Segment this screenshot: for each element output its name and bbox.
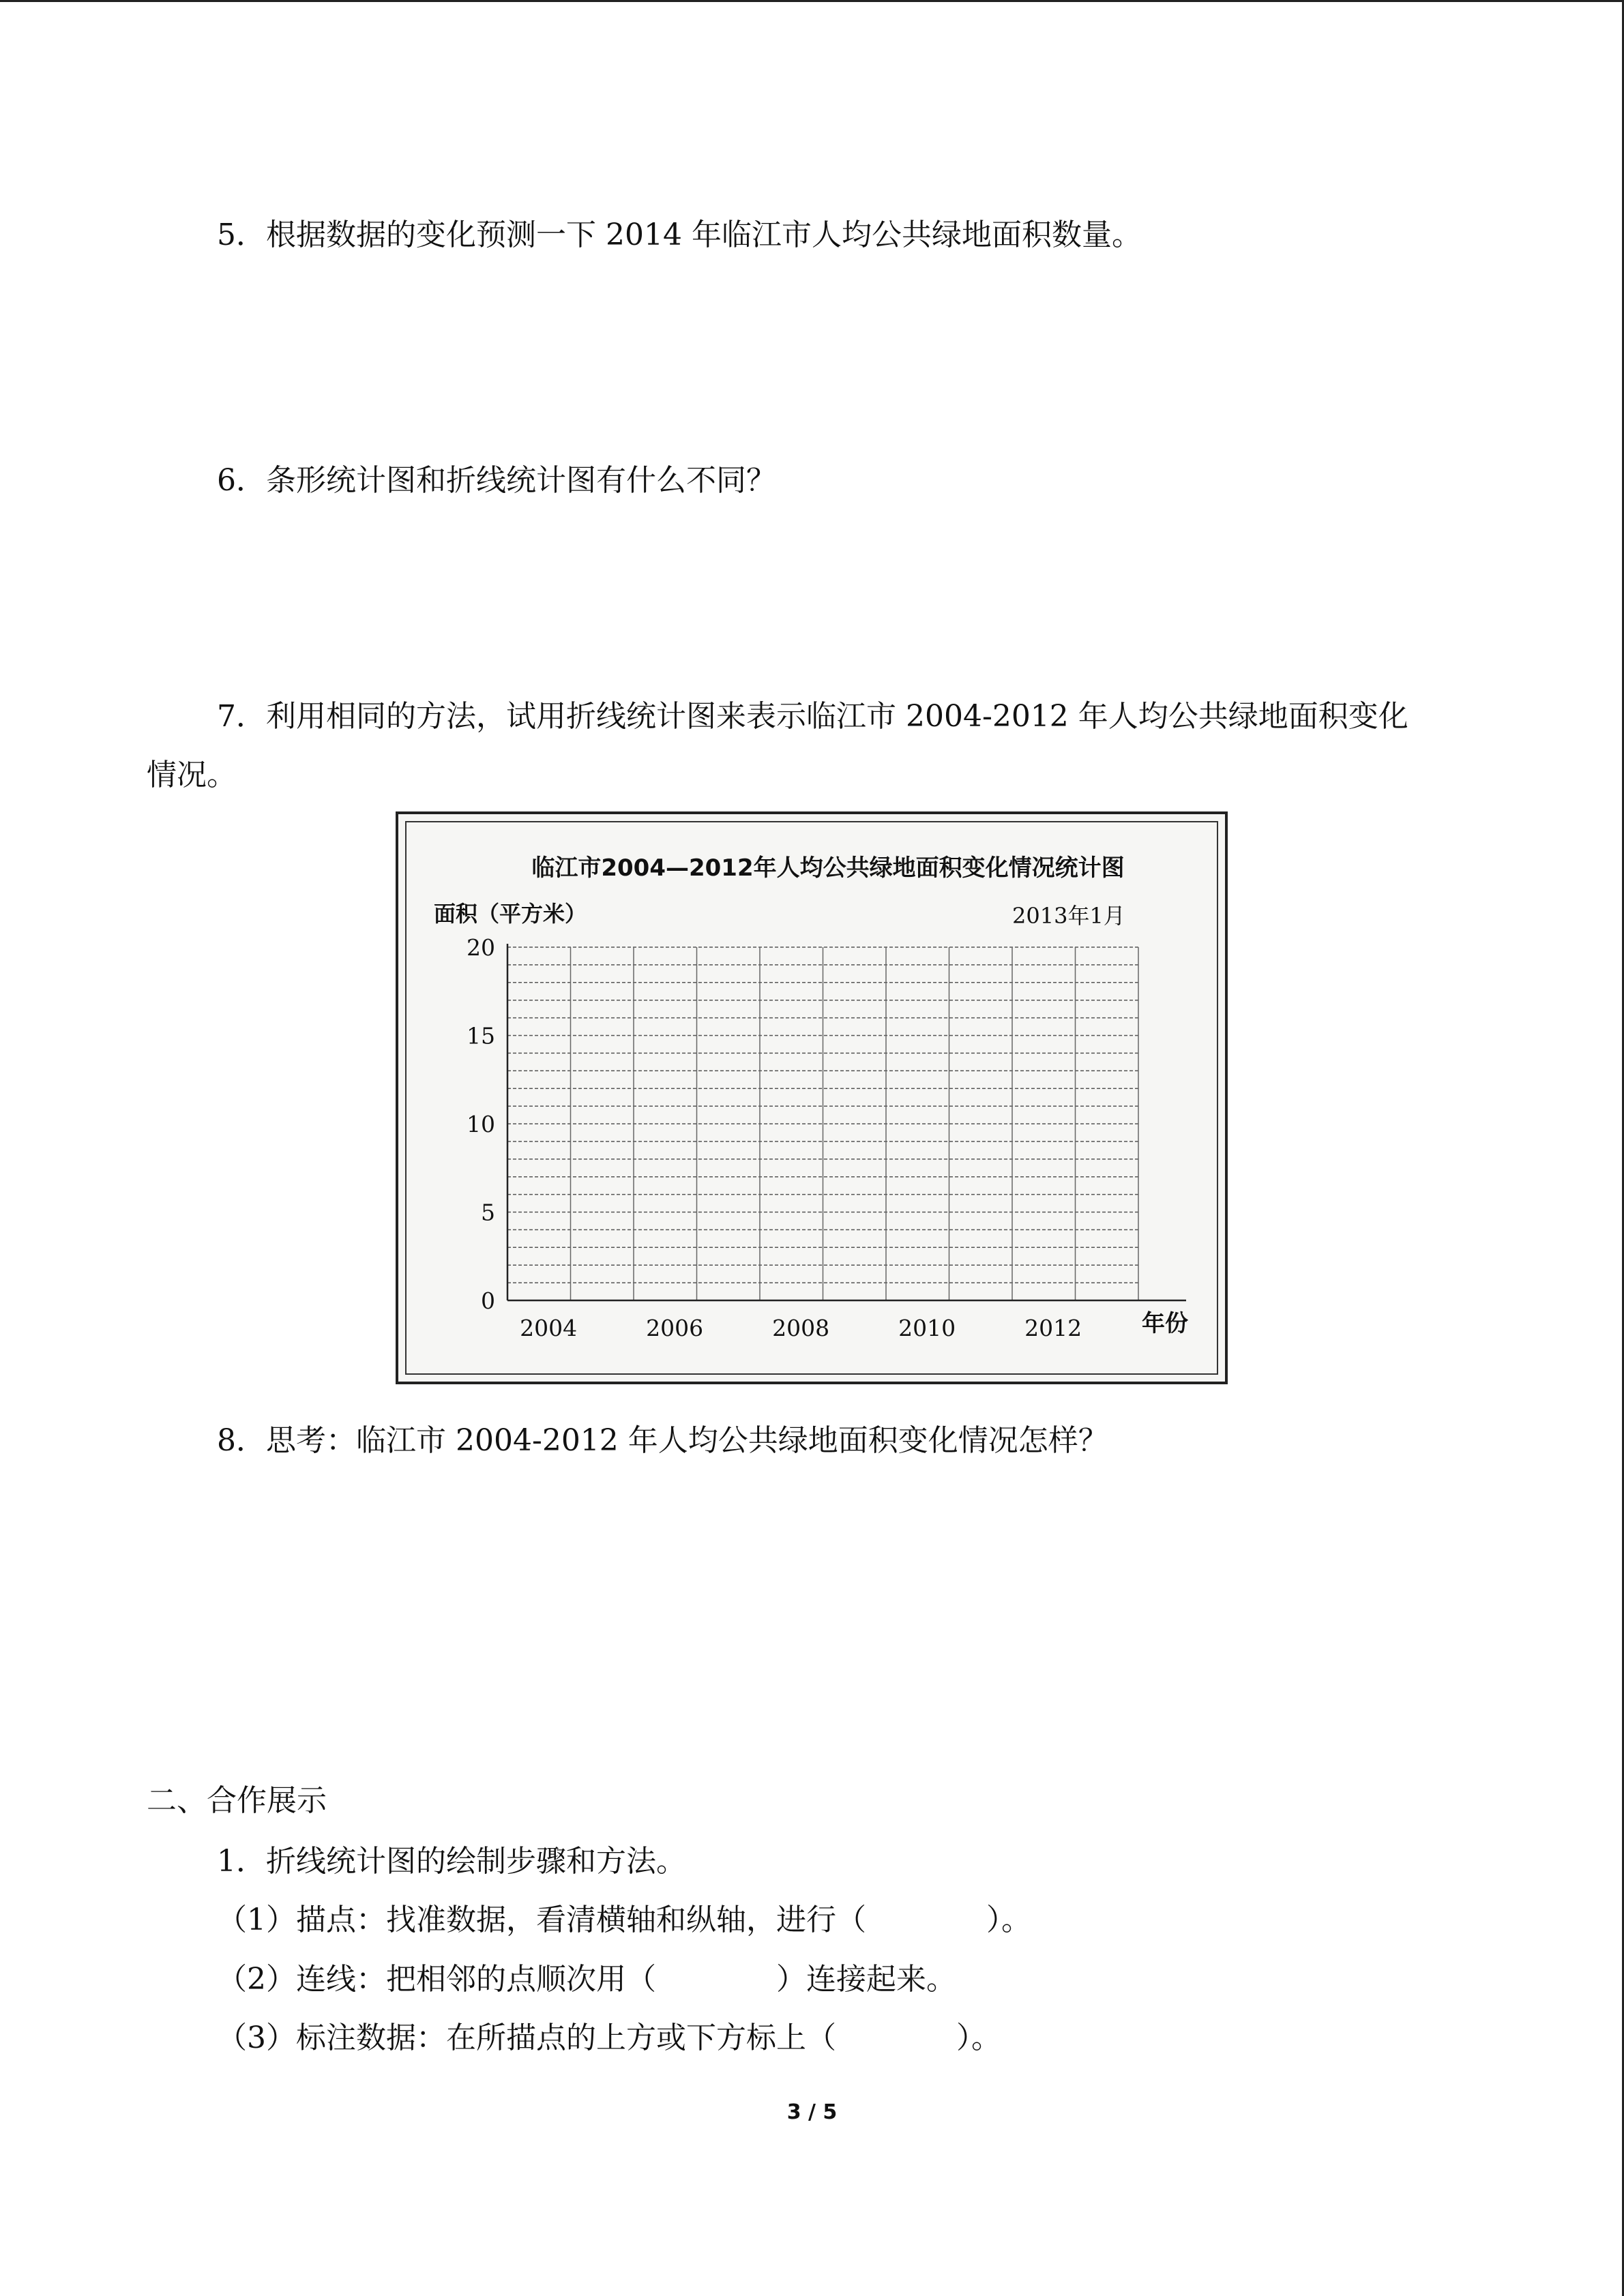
step-3-label-data: （3）标注数据：在所描点的上方或下方标上（ ）。: [217, 2021, 1001, 2055]
question-8: 8．思考：临江市 2004-2012 年人均公共绿地面积变化情况怎样？: [217, 1423, 1108, 1458]
question-5: 5．根据数据的变化预测一下 2014 年临江市人均公共绿地面积数量。: [217, 218, 1142, 252]
chart-frame: [396, 811, 1228, 1384]
page-number: 3 / 5: [786, 2100, 838, 2124]
section-2-heading: 二、合作展示: [147, 1783, 327, 1818]
x-tick-label: 2008: [772, 1315, 830, 1341]
section-2-item-1: 1．折线统计图的绘制步骤和方法。: [217, 1844, 686, 1879]
chart-title: 临江市2004—2012年人均公共绿地面积变化情况统计图: [531, 854, 1125, 882]
line-chart: [398, 814, 1225, 1382]
x-tick-label: 2004: [520, 1315, 578, 1341]
x-tick-label: 2012: [1024, 1315, 1082, 1341]
chart-date-note: 2013年1月: [1012, 903, 1125, 929]
y-tick-label: 15: [467, 1022, 495, 1049]
y-tick-label: 10: [467, 1111, 495, 1137]
question-7-line-2: 情况。: [147, 758, 237, 792]
question-7-line-1: 7．利用相同的方法，试用折线统计图来表示临江市 2004-2012 年人均公共绿地面积变化: [217, 699, 1408, 734]
y-tick-label: 5: [481, 1199, 495, 1226]
x-axis-label: 年份: [1142, 1310, 1188, 1337]
step-1-plot-points: （1）描点：找准数据，看清横轴和纵轴，进行（ ）。: [217, 1903, 1031, 1937]
y-tick-label: 0: [481, 1287, 495, 1314]
x-tick-label: 2010: [898, 1315, 956, 1341]
question-6: 6．条形统计图和折线统计图有什么不同？: [217, 463, 776, 498]
step-2-connect-lines: （2）连线：把相邻的点顺次用（ ）连接起来。: [217, 1962, 956, 1997]
x-tick-label: 2006: [646, 1315, 704, 1341]
y-tick-label: 20: [467, 934, 495, 961]
y-axis-label: 面积（平方米）: [434, 901, 587, 927]
